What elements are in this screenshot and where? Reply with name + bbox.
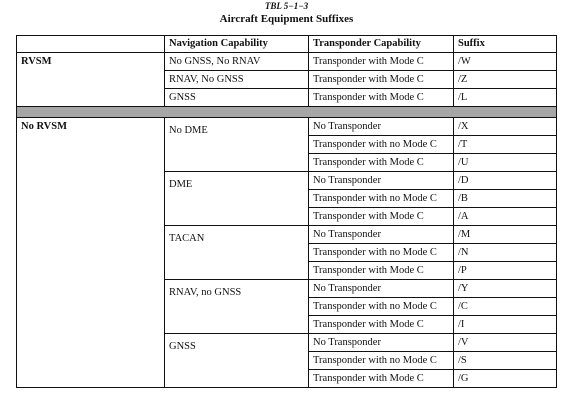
suffix-cell: /B: [454, 190, 557, 208]
suffix-cell: /L: [454, 89, 557, 107]
transponder-cell: Transponder with no Mode C: [309, 190, 454, 208]
suffix-cell: /D: [454, 172, 557, 190]
suffix-cell: /P: [454, 262, 557, 280]
suffix-cell: /X: [454, 118, 557, 136]
equipment-suffix-table: [16, 35, 557, 388]
transponder-cell: Transponder with Mode C: [309, 154, 454, 172]
header-navigation-capability: Navigation Capability: [165, 36, 309, 53]
separator-band: [17, 107, 557, 118]
suffix-cell: /N: [454, 244, 557, 262]
suffix-cell: /U: [454, 154, 557, 172]
header-suffix: Suffix: [454, 36, 557, 53]
header-transponder-capability: Transponder Capability: [309, 36, 454, 53]
nav-group-cell: DME: [165, 172, 309, 226]
transponder-cell: Transponder with Mode C: [309, 262, 454, 280]
suffix-cell: /I: [454, 316, 557, 334]
transponder-cell: No Transponder: [309, 172, 454, 190]
table-title: Aircraft Equipment Suffixes: [219, 13, 354, 25]
table-number: TBL 5−1−3: [264, 1, 309, 11]
header-category: [17, 36, 165, 53]
nav-group-cell: No DME: [165, 118, 309, 172]
suffix-cell: /T: [454, 136, 557, 154]
transponder-cell: No Transponder: [309, 334, 454, 352]
transponder-cell: Transponder with Mode C: [309, 316, 454, 334]
transponder-cell: No Transponder: [309, 226, 454, 244]
transponder-cell: Transponder with no Mode C: [309, 352, 454, 370]
table-row: [17, 53, 557, 71]
nav-cell: No GNSS, No RNAV: [165, 53, 309, 71]
transponder-cell: Transponder with Mode C: [309, 89, 454, 107]
suffix-cell: /C: [454, 298, 557, 316]
transponder-cell: No Transponder: [309, 280, 454, 298]
table-row: [17, 118, 557, 136]
transponder-cell: No Transponder: [309, 118, 454, 136]
suffix-cell: /S: [454, 352, 557, 370]
transponder-cell: Transponder with Mode C: [309, 53, 454, 71]
suffix-cell: /Z: [454, 71, 557, 89]
suffix-cell: /M: [454, 226, 557, 244]
suffix-cell: /Y: [454, 280, 557, 298]
transponder-cell: Transponder with no Mode C: [309, 244, 454, 262]
transponder-cell: Transponder with Mode C: [309, 370, 454, 388]
nav-group-cell: RNAV, no GNSS: [165, 280, 309, 334]
transponder-cell: Transponder with no Mode C: [309, 136, 454, 154]
no-rvsm-label: No RVSM: [17, 118, 165, 388]
transponder-cell: Transponder with no Mode C: [309, 298, 454, 316]
nav-group-cell: GNSS: [165, 334, 309, 388]
transponder-cell: Transponder with Mode C: [309, 208, 454, 226]
transponder-cell: Transponder with Mode C: [309, 71, 454, 89]
rvsm-label: RVSM: [17, 53, 165, 107]
suffix-cell: /V: [454, 334, 557, 352]
suffix-cell: /W: [454, 53, 557, 71]
nav-cell: GNSS: [165, 89, 309, 107]
nav-group-cell: TACAN: [165, 226, 309, 280]
header-row: [17, 36, 557, 53]
section-separator: [17, 107, 557, 118]
suffix-cell: /G: [454, 370, 557, 388]
nav-cell: RNAV, No GNSS: [165, 71, 309, 89]
suffix-cell: /A: [454, 208, 557, 226]
